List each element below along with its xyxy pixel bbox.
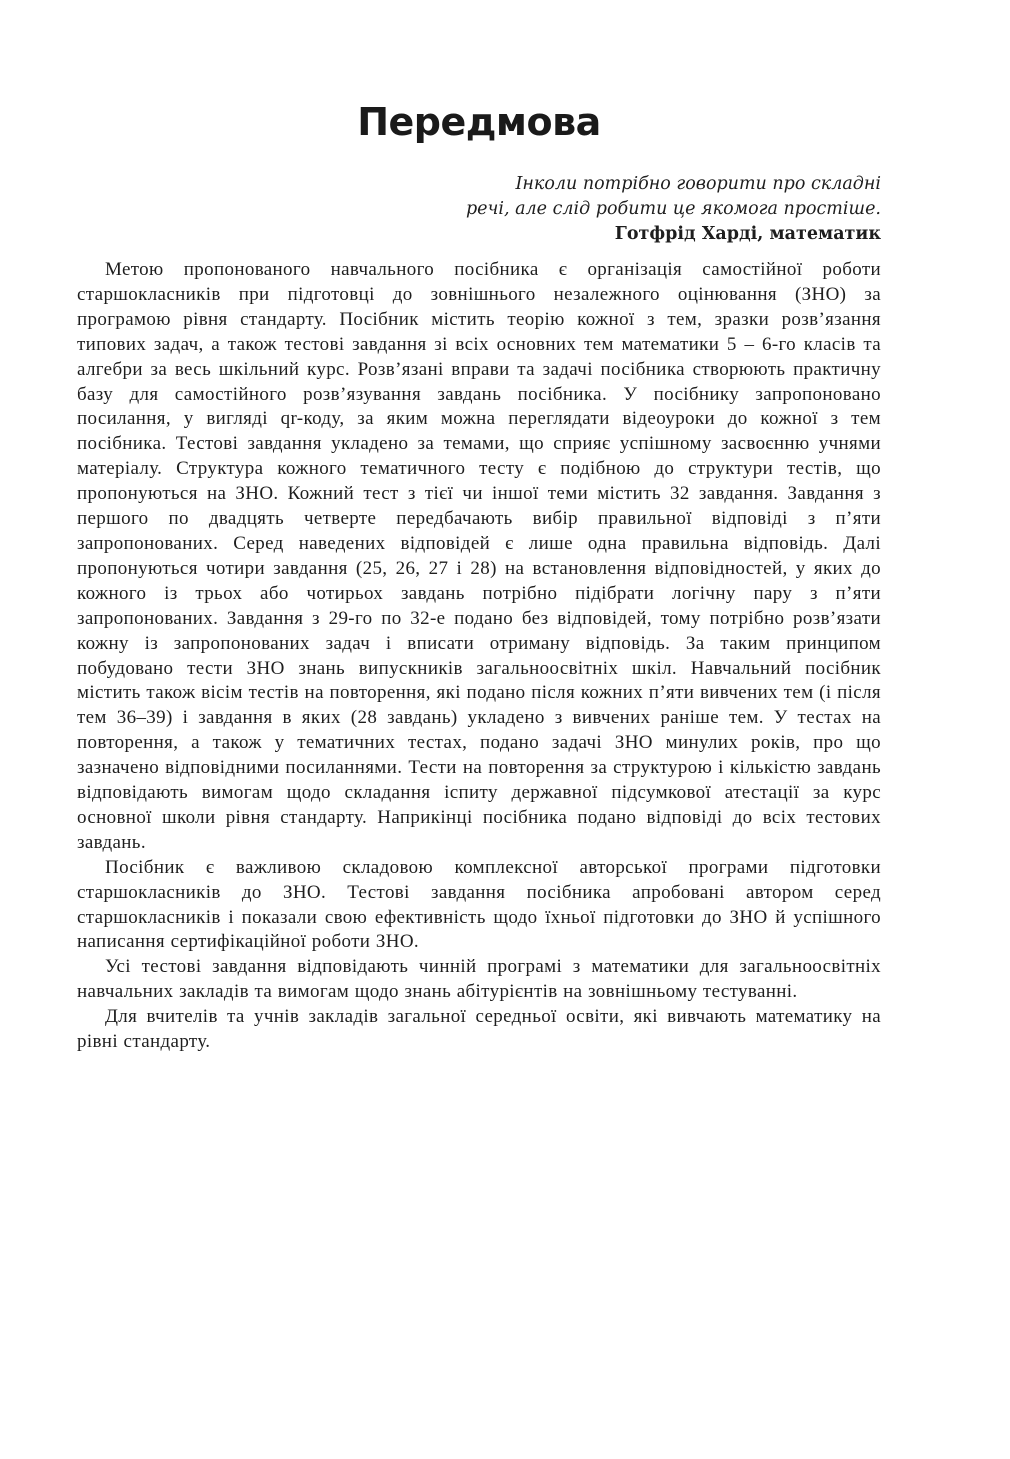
epigraph-author: Готфрід Харді, математик — [614, 224, 881, 244]
epigraph-quote-line-1: Інколи потрібно говорити про складні — [515, 174, 881, 194]
paragraph-program: Посібник є важливою складовою комплексної авторської програми підготовки старшокласників до ЗНО. Тестові завдання посібника апробовані автором серед старшокласників і показали свою ефективність щодо їхньої підготовки до ЗНО й успішного написання сертифікаційної роботи ЗНО. — [77, 856, 881, 953]
epigraph — [361, 172, 881, 247]
paragraph-audience: Для вчителів та учнів закладів загальної середньої освіти, які вивчають математику на рівні стандарту. — [77, 1006, 881, 1053]
epigraph-quote-line-2: речі, але слід робити це якомога простіше. — [465, 199, 881, 219]
body-text — [77, 258, 881, 1055]
paragraph-purpose: Метою пропонованого навчального посібника є організація самостійної роботи старшокласників при підготовці до зовнішнього незалежного оцінювання (ЗНО) за програмою рівня стандарту. Посібник містить теорію кожної з тем, зразки розв’язання типових задач, а також тестові завдання зі всіх основних тем математики 5 – 6-го класів та алгебри за весь шкільний курс. Розв’язані вправи та задачі посібника створюють практичну базу для самостійного розв’язування завдань посібника. У посібнику запропоновано посилання, у вигляді qr-коду, за яким можна переглядати відеоуроки до кожної з тем посібника. Тестові завдання укладено за темами, що сприяє успішному засвоєнню учнями матеріалу. Структура кожного тематичного тесту є подібною до структури тестів, що пропонуються на ЗНО. Кожний тест з тієї чи іншої теми містить 32 завдання. Завдання з першого по двадцять четверте передбачають вибір правильної відповіді з п’яти запропонованих. Серед наведених відповідей є лише одна правильна відповідь. Далі пропонуються чотири завдання (25, 26, 27 і 28) на встановлення відповідностей, у яких до кожного із трьох або чотирьох завдань потрібно підібрати логічну пару з п’яти запропонованих. Завдання з 29-го по 32-е подано без відповідей, тому потрібно розв’язати кожну із запропонованих задач і вписати отриману відповідь. За таким принципом побудовано тести ЗНО знань випускників загальноосвітніх шкіл. Навчальний посібник містить також вісім тестів на повторення, які подано після кожних п’яти вивчених тем (і після тем 36–39) і завдання в яких (28 завдань) укладено з вивчених раніше тем. У тестах на повторення, а також у тематичних тестах, подано задачі ЗНО минулих років, про що зазначено відповідними посиланнями. Тести на повторення за структурою і кількістю завдань відповідають вимогам щодо складання іспиту державної підсумкової атестації за курс основної школи рівня стандарту. Наприкінці посібника подано відповіді до всіх тестових завдань. — [77, 259, 881, 853]
paragraph-curriculum: Усі тестові завдання відповідають чинній програмі з математики для загальноосвітніх навчальних закладів та вимогам щодо знань абітурієнтів на зовнішньому тестуванні. — [77, 956, 881, 1003]
page-title: Передмова — [357, 100, 601, 144]
